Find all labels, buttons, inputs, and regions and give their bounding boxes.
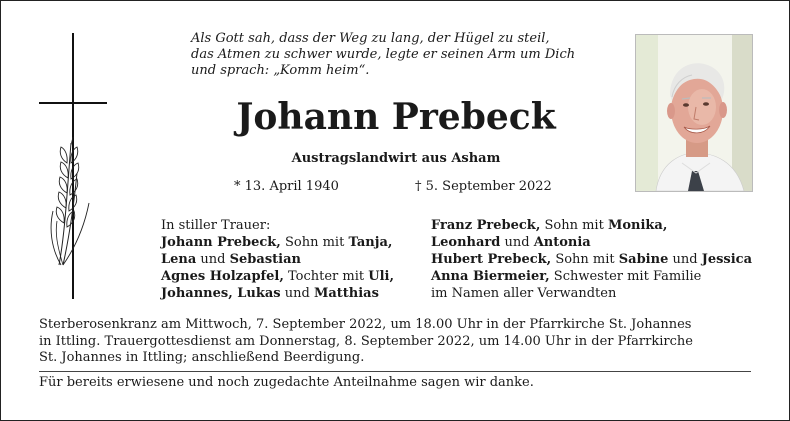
mourner-name: Tanja, (348, 235, 393, 250)
mourner-name: Leonhard (431, 235, 501, 250)
mourner-line (431, 217, 752, 234)
death-date: † 5. September 2022 (415, 179, 552, 194)
poem-line-1: Als Gott sah, dass der Weg zu lang, der Hügel zu steil, (191, 31, 550, 46)
mourner-name: Matthias (313, 286, 379, 301)
mourner-relation: und (500, 235, 534, 250)
service-details (39, 317, 753, 367)
mourner-name: Monika, (607, 218, 668, 233)
mourner-name: Agnes Holzapfel, (161, 269, 284, 284)
mourner-relation: im Namen aller Verwandten (431, 286, 617, 301)
mourner-line (161, 234, 394, 251)
mourner-relation: Tochter mit (283, 269, 369, 284)
mourner-line (431, 251, 752, 268)
portrait-illustration (636, 35, 752, 191)
mourner-relation: und (280, 286, 314, 301)
mourner-line (161, 268, 394, 285)
poem-line-2: das Atmen zu schwer wurde, legte er seinen Arm um Dich (191, 47, 576, 62)
mourner-line (161, 285, 394, 302)
birth-date: * 13. April 1940 (234, 179, 339, 194)
service-line-3: St. Johannes in Ittling; anschließend Beerdigung. (39, 350, 365, 365)
mourner-line (161, 251, 394, 268)
mourner-relation: Sohn mit (551, 252, 619, 267)
mourner-relation: Schwester mit Familie (549, 269, 702, 284)
mourner-line (431, 234, 752, 251)
poem-verse (191, 31, 611, 79)
mourner-name: Sabine (618, 252, 669, 267)
mourner-name: Anna Biermeier, (431, 269, 550, 284)
mourner-line (431, 268, 752, 285)
service-line-2: in Ittling. Trauergottesdienst am Donnerstag, 8. September 2022, um 14.00 Uhr in der Pfarrkirche (39, 333, 693, 349)
mourner-name: Lena (161, 252, 197, 267)
mourner-relation: Sohn mit (280, 235, 349, 250)
mourner-name: Johann Prebeck, (161, 235, 281, 250)
mourners-left (161, 217, 394, 302)
mourner-name: Antonia (533, 235, 591, 250)
service-line-1: Sterberosenkranz am Mittwoch, 7. September 2022, um 18.00 Uhr in der Pfarrkirche St. Johannes (39, 317, 692, 332)
mourner-relation: Sohn mit (540, 218, 608, 233)
mourner-name: Franz Prebeck, (431, 218, 541, 233)
mourner-relation: und (196, 252, 230, 267)
portrait-photo (635, 34, 753, 192)
poem-line-3: und sprach: „Komm heim“. (191, 63, 370, 78)
mourner-name: Sebastian (229, 252, 301, 267)
mourner-name: Hubert Prebeck, (431, 252, 552, 267)
thanks-note: Für bereits erwiesene und noch zugedachte Anteilnahme sagen wir danke. (39, 375, 534, 390)
mourners-right (431, 217, 752, 302)
cross-with-wheat-icon (37, 33, 107, 299)
mourners-intro: In stiller Trauer: (161, 218, 271, 233)
mourner-name: Uli, (368, 269, 394, 284)
deceased-occupation: Austragslandwirt aus Asham (291, 151, 501, 166)
mourner-name: Jessica (701, 252, 753, 267)
divider (39, 371, 751, 372)
deceased-name: Johann Prebeck (236, 96, 556, 138)
mourner-relation: und (668, 252, 702, 267)
mourner-name: Johannes, Lukas (161, 286, 281, 301)
mourner-line (431, 285, 752, 302)
